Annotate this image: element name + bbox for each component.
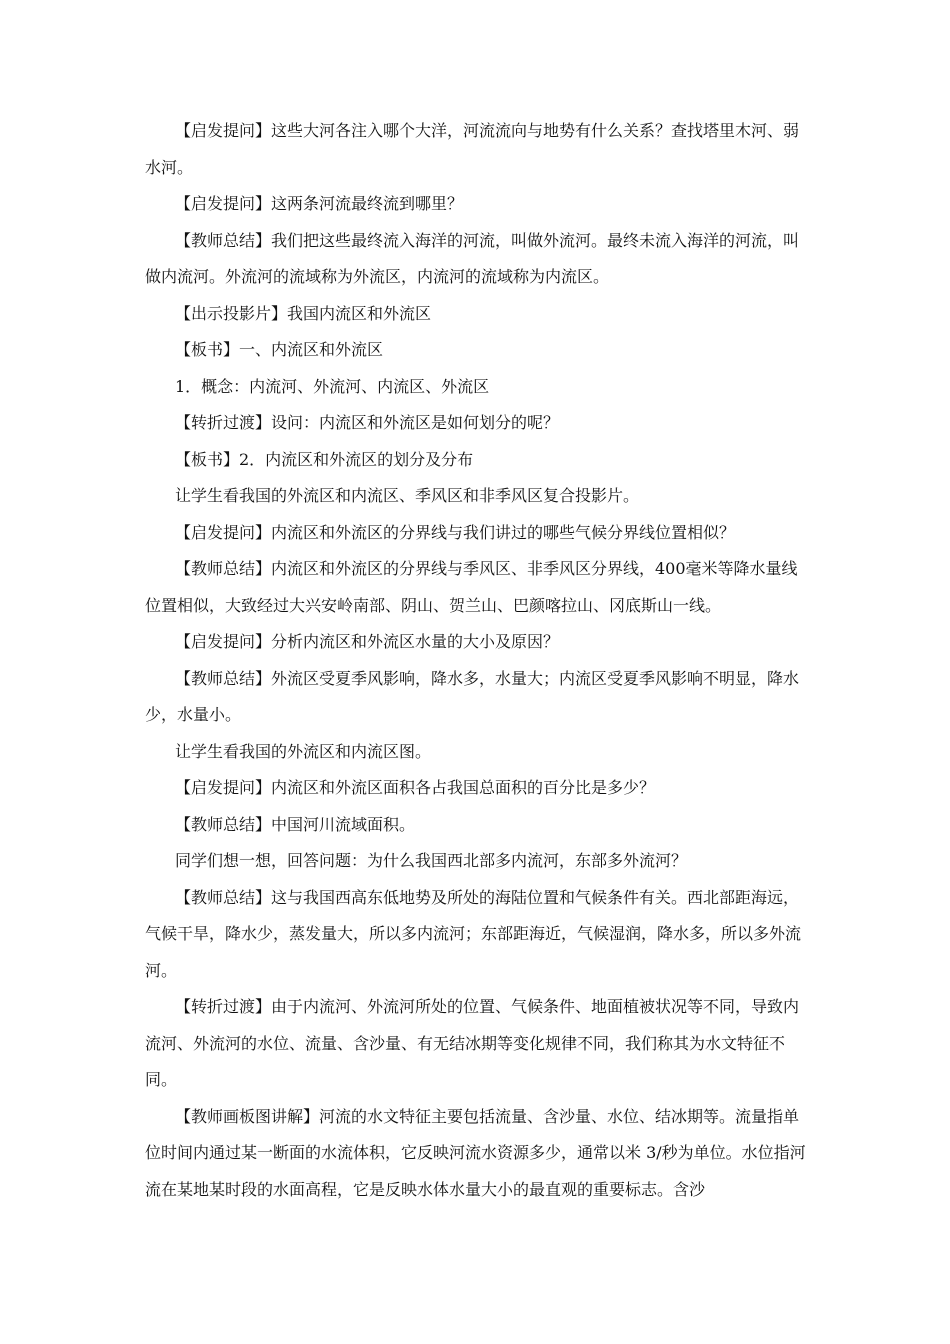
paragraph-1: 【启发提问】这些大河各注入哪个大洋，河流流向与地势有什么关系？查找塔里木河、弱水河。 bbox=[145, 121, 800, 177]
paragraph-18: 【教师总结】这与我国西高东低地势及所处的海陆位置和气候条件有关。西北部距海远，气候干旱，降水少，蒸发量大，所以多内流河；东部距海近，气候湿润，降水多，所以多外流河。 bbox=[145, 887, 802, 980]
paragraph-19: 【转折过渡】由于内流河、外流河所处的位置、气候条件、地面植被状况等不同，导致内流河、外流河的水位、流量、含沙量、有无结冰期等变化规律不同，我们称其为水文特征不同。 bbox=[145, 997, 800, 1089]
paragraph-8: 【板书】2．内流区和外流区的划分及分布 bbox=[175, 449, 474, 469]
paragraph-7: 【转折过渡】设问：内流区和外流区是如何划分的呢？ bbox=[175, 413, 560, 432]
paragraph-12: 【启发提问】分析内流区和外流区水量的大小及原因？ bbox=[175, 632, 560, 651]
paragraph-20: 【教师画板图讲解】河流的水文特征主要包括流量、含沙量、水位、结冰期等。流量指单位时间内通过某一断面的水流体积，它反映河流水资源多少，通常以米 3/秒为单位。水位指河流在某地某时段的水面高程，它是反映水体水量大小的最直观的重要标志。含沙 bbox=[145, 1106, 806, 1199]
paragraph-14: 让学生看我国的外流区和内流区图。 bbox=[175, 741, 432, 761]
paragraph-16: 【教师总结】中国河川流域面积。 bbox=[175, 814, 416, 834]
paragraph-11: 【教师总结】内流区和外流区的分界线与季风区、非季风区分界线，400毫米等降水量线位置相似，大致经过大兴安岭南部、阴山、贺兰山、巴颜喀拉山、冈底斯山一线。 bbox=[145, 559, 798, 615]
paragraph-3: 【教师总结】我们把这些最终流入海洋的河流，叫做外流河。最终未流入海洋的河流，叫做内流河。外流河的流域称为外流区，内流河的流域称为内流区。 bbox=[145, 230, 800, 286]
paragraph-15: 【启发提问】内流区和外流区面积各占我国总面积的百分比是多少？ bbox=[175, 778, 656, 797]
paragraph-6: 1．概念：内流河、外流河、内流区、外流区 bbox=[175, 376, 490, 396]
paragraph-13: 【教师总结】外流区受夏季风影响，降水多，水量大；内流区受夏季风影响不明显，降水少，水量小。 bbox=[145, 668, 800, 724]
paragraph-4: 【出示投影片】我国内流区和外流区 bbox=[175, 303, 432, 323]
paragraph-5: 【板书】一、内流区和外流区 bbox=[175, 340, 384, 359]
paragraph-2: 【启发提问】这两条河流最终流到哪里？ bbox=[175, 194, 464, 213]
paragraph-9: 让学生看我国的外流区和内流区、季风区和非季风区复合投影片。 bbox=[175, 486, 640, 505]
paragraph-17: 同学们想一想，回答问题：为什么我国西北部多内流河，东部多外流河？ bbox=[175, 851, 688, 870]
document-body bbox=[145, 113, 811, 1208]
paragraph-10: 【启发提问】内流区和外流区的分界线与我们讲过的哪些气候分界线位置相似？ bbox=[175, 522, 736, 542]
